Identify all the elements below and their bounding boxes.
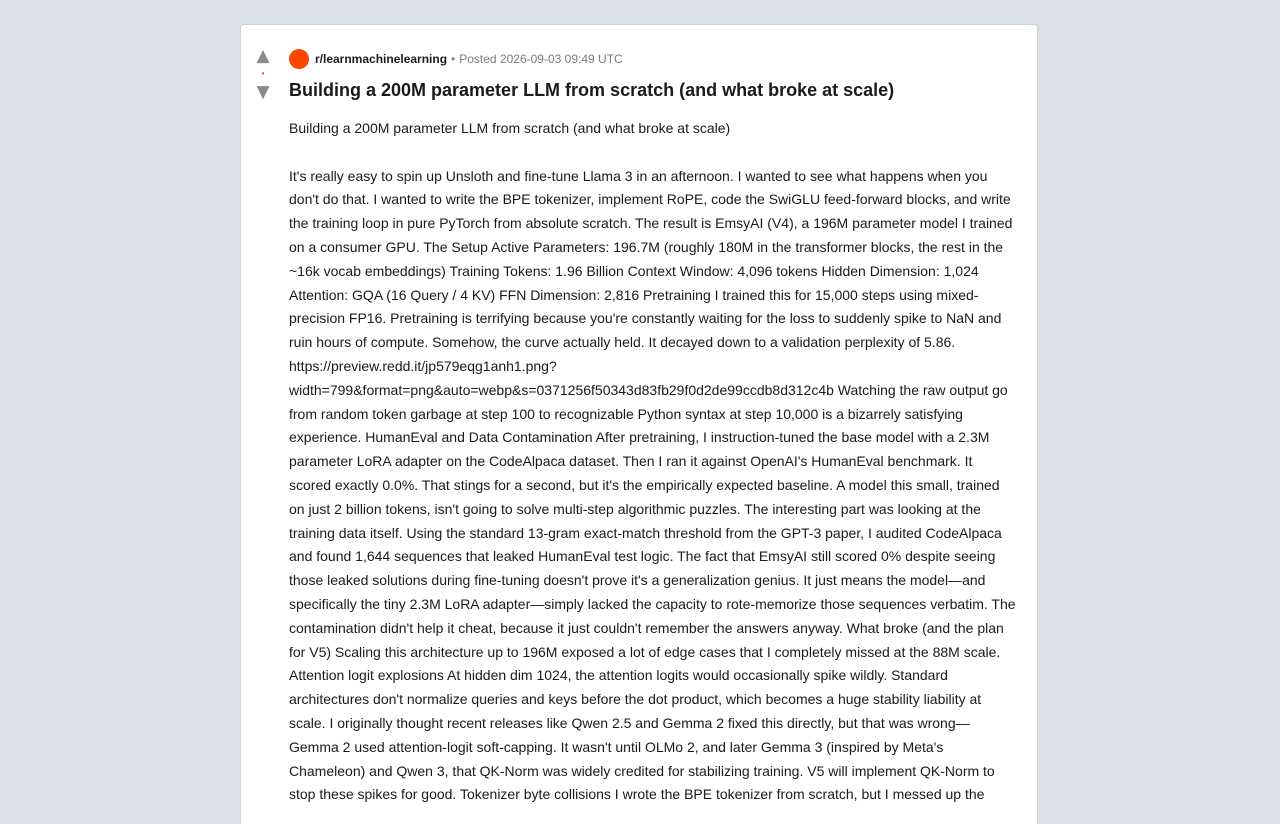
subreddit-link[interactable]: r/learnmachinelearning (315, 52, 448, 66)
post-timestamp: Posted 2026-09-03 09:49 UTC (459, 52, 623, 66)
post-title: Building a 200M parameter LLM from scratch (and what broke at scale) (289, 80, 895, 100)
post-body-intro: Building a 200M parameter LLM from scratch (and what broke at scale) (289, 120, 731, 136)
downvote-icon[interactable]: ▼ (256, 82, 270, 102)
meta-separator: • (451, 52, 456, 66)
post-card (240, 24, 1038, 824)
vote-column (251, 47, 275, 101)
post-content (289, 49, 1017, 807)
vote-score: • (261, 69, 265, 78)
post-body-text: It's really easy to spin up Unsloth and fine-tune Llama 3 in an afternoon. I wanted to see what happens when you don't do that. I wanted to write the BPE tokenizer, implement RoPE, code the SwiGLU feed-forward blocks, and write the training loop in pure PyTorch from absolute scratch. The result is EmsyAI (V4), a 196M parameter model I trained on a consumer GPU. The Setup Active Parameters: 196.7M (roughly 180M in the transformer blocks, the rest in the ~16k vocab embeddings) Training Tokens: 1.96 Billion Context Window: 4,096 tokens Hidden Dimension: 1,024 Attention: GQA (16 Query / 4 KV) FFN Dimension: 2,816 Pretraining I trained this for 15,000 steps using mixed-precision FP16. Pretraining is terrifying because you're constantly waiting for the loss to suddenly spike to NaN and ruin hours of compute. Somehow, the curve actually held. It decayed down to a validation perplexity of 5.86. https://preview.redd.it/jp579eqg1anh1.png?width=799&format=png&auto=webp&s=0371256f50343d83fb29f0d2de99ccdb8d312c4b Watching the raw output go from random token garbage at step 100 to recognizable Python syntax at step 10,000 is a bizarrely satisfying experience. HumanEval and Data Contamination After pretraining, I instruction-tuned the base model with a 2.3M parameter LoRA adapter on the CodeAlpaca dataset. Then I ran it against OpenAI's HumanEval benchmark. It scored exactly 0.0%. That stings for a second, but it's the empirically expected baseline. A model this small, trained on just 2 billion tokens, isn't going to solve multi-step algorithmic puzzles. The interesting part was looking at the training data itself. Using the standard 13-gram exact-match threshold from the GPT-3 paper, I audited CodeAlpaca and found 1,644 sequences that leaked HumanEval test logic. The fact that EmsyAI still scored 0% despite seeing those leaked solutions during fine-tuning doesn't prove it's a generalization genius. It just means the model—and specifically the tiny 2.3M LoRA adapter—simply lacked the capacity to rote-memorize those sequences verbatim. The contamination didn't help it cheat, because it just couldn't remember the answers anyway. What broke (and the plan for V5) Scaling this architecture up to 196M exposed a lot of edge cases that I completely missed at the 88M scale. Attention logit explosions At hidden dim 1024, the attention logits would occasionally spike wildly. Standard architectures don't normalize queries and keys before the dot product, which becomes a huge stability liability at scale. I originally thought recent releases like Qwen 2.5 and Gemma 2 fixed this directly, but that was wrong—Gemma 2 used attention-logit soft-capping. It wasn't until OLMo 2, and later Gemma 3 (inspired by Meta's Chameleon) and Qwen 3, that QK-Norm was widely credited for stabilizing training. V5 will implement QK-Norm to stop these spikes for good. Tokenizer byte collisions I wrote the BPE tokenizer from scratch, but I messed up the (289, 167, 1016, 803)
post-meta (289, 49, 1017, 69)
upvote-icon[interactable]: ▲ (256, 46, 270, 66)
post-body (289, 117, 1017, 807)
subreddit-icon[interactable] (289, 49, 309, 69)
